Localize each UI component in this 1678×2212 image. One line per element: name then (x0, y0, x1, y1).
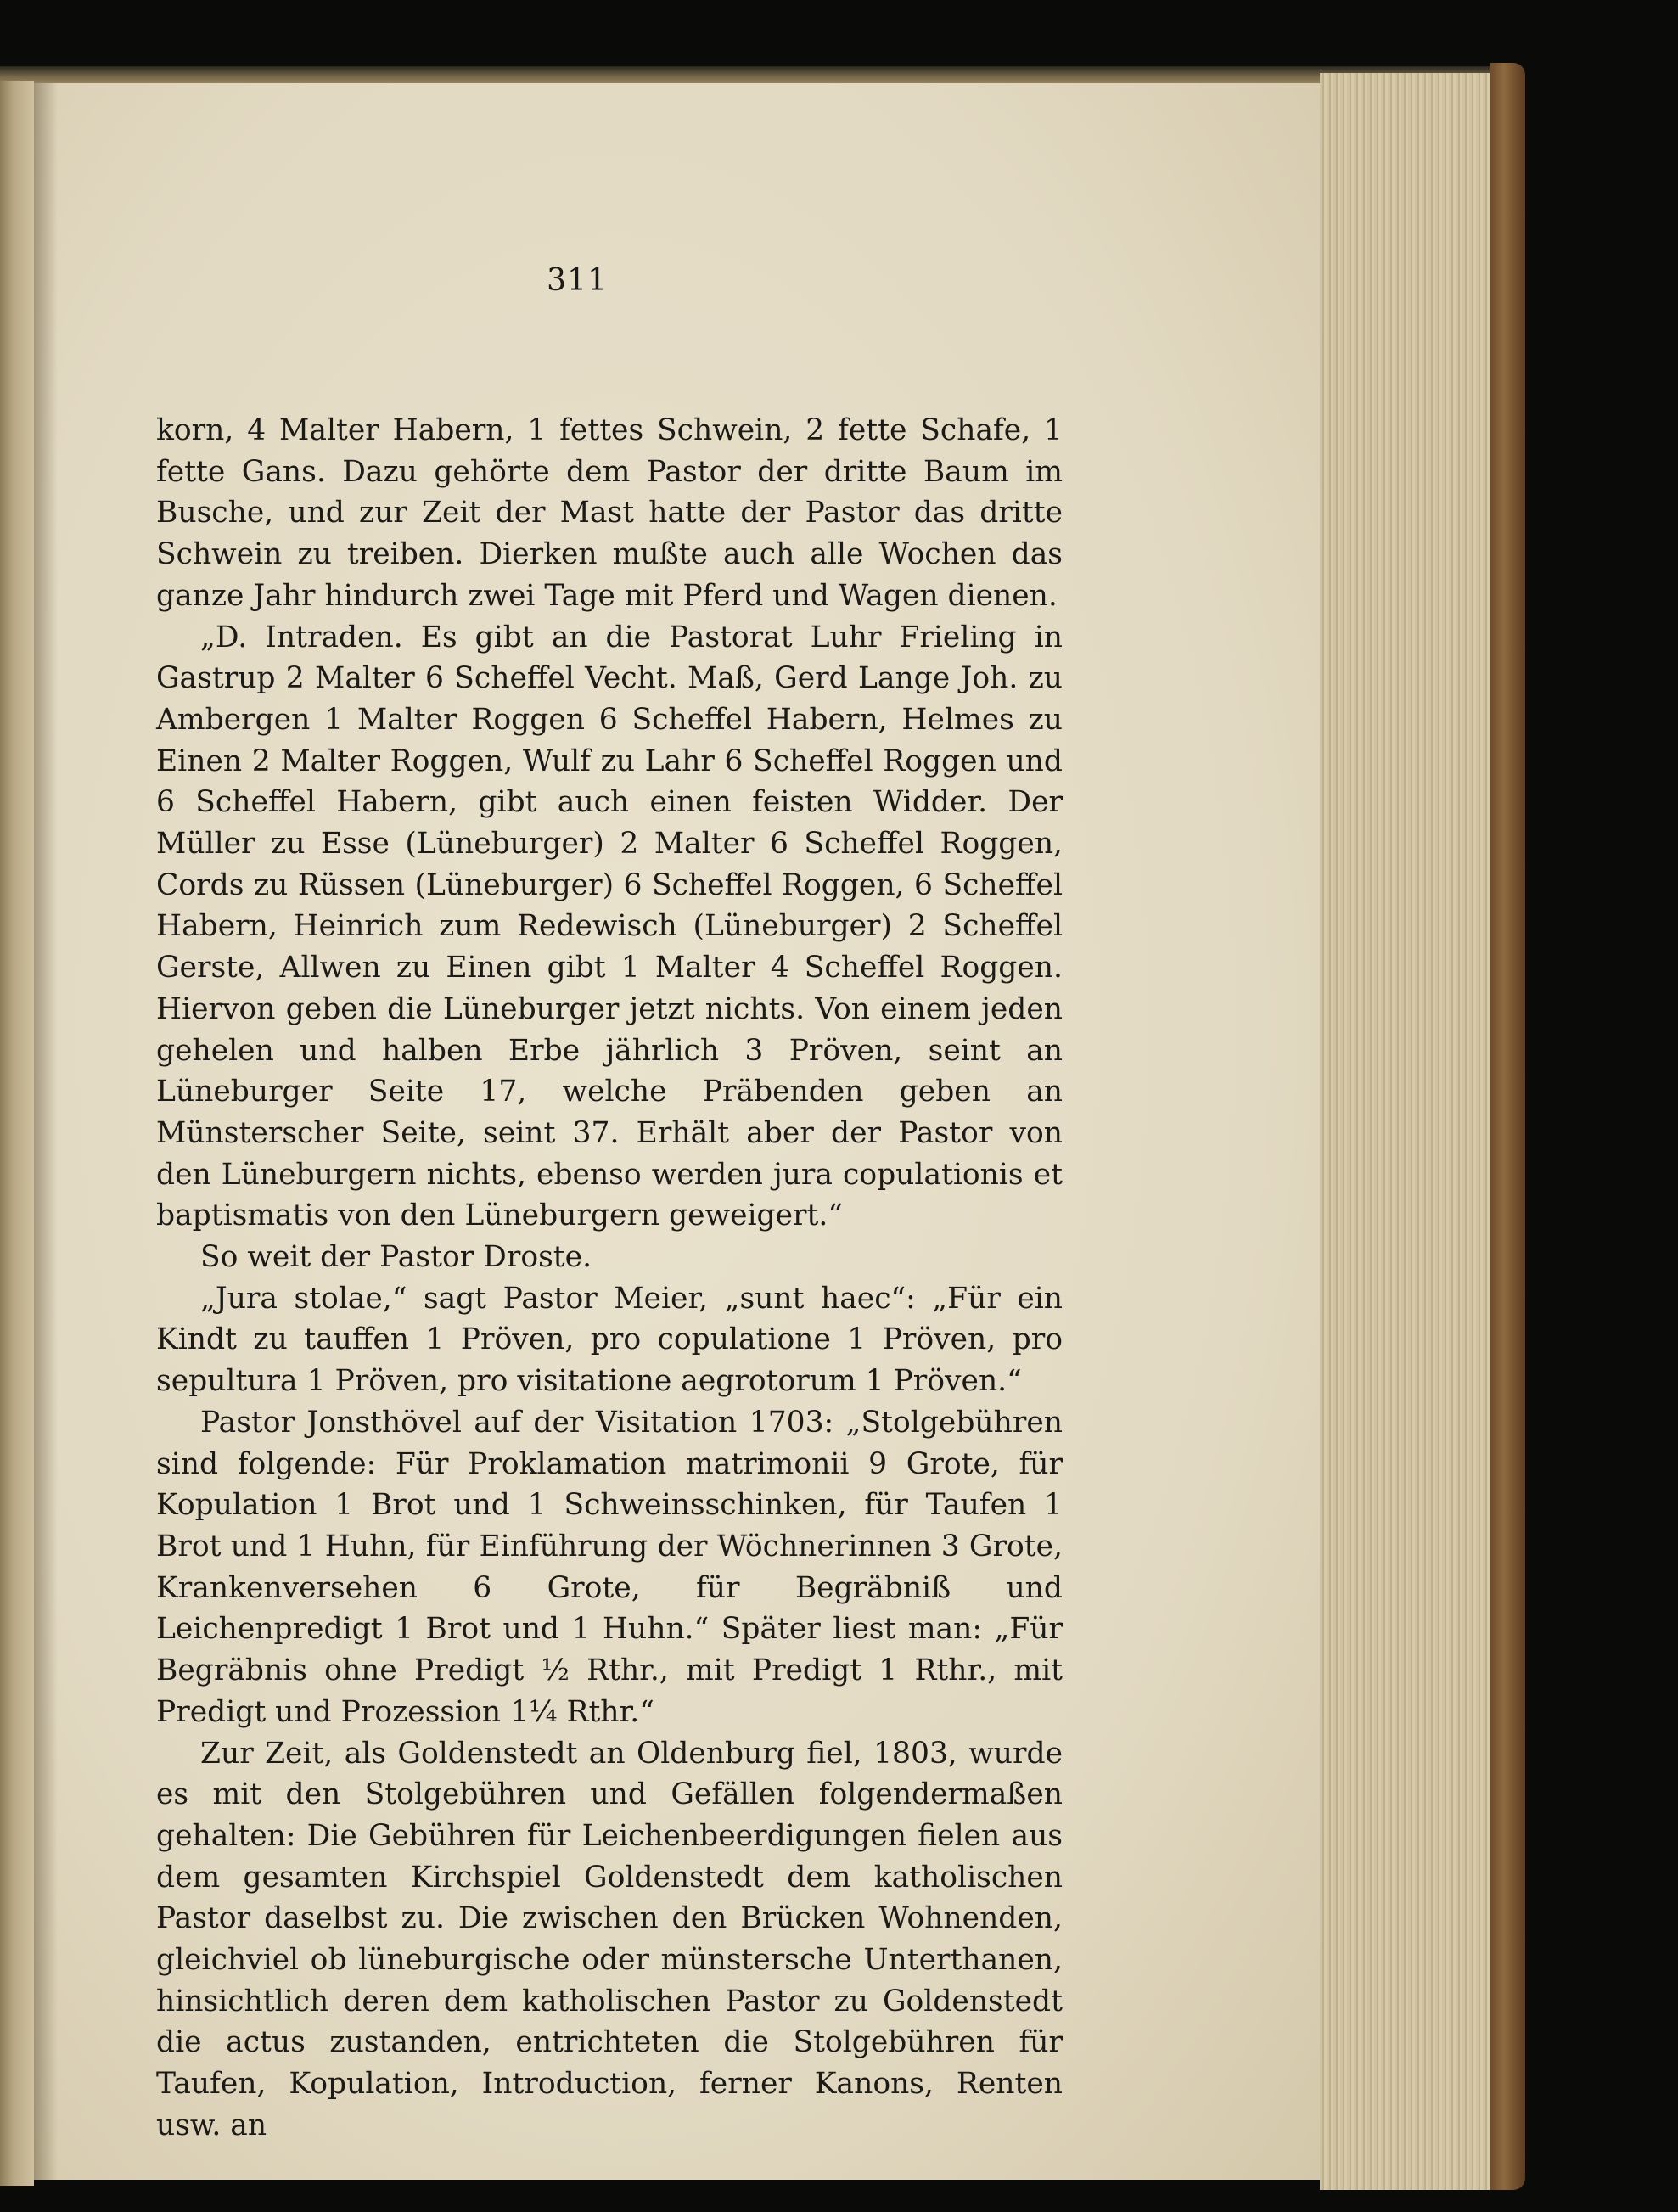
book-cover-edge (1490, 63, 1525, 2190)
paragraph-jura-stolae: „Jura stolae,“ sagt Pastor Meier, „sunt haec“: „Für ein Kindt zu tauffen 1 Pröven, pro copulatione 1 Pröven, pro sepultura 1 Pröven, pro visitatione aegrotorum 1 Pröven.“ (156, 1281, 1063, 1399)
paragraph-droste: So weit der Pastor Droste. (200, 1240, 592, 1275)
book-page (34, 83, 1320, 2180)
paragraph-visitation: Pastor Jonsthövel auf der Visitation 1703: „Stolgebühren sind folgende: Für Proklamation matrimonii 9 Grote, für Kopulation 1 Brot und 1 Schweinsschinken, für Taufen 1 Brot und 1 Huhn, für Einführung der Wöchnerinnen 3 Grote, Krankenversehen 6 Grote, für Begräbniß und Leichenpredigt 1 Brot und 1 Huhn.“ Später liest man: „Für Begräbnis ohne Predigt ½ Rthr., mit Predigt 1 Rthr., mit Predigt und Prozession 1¼ Rthr.“ (156, 1405, 1063, 1729)
paragraph-intraden: „D. Intraden. Es gibt an die Pastorat Luhr Frieling in Gastrup 2 Malter 6 Scheffel Vecht. Maß, Gerd Lange Joh. zu Ambergen 1 Malter Roggen 6 Scheffel Habern, Helmes zu Einen 2 Malter Roggen, Wulf zu Lahr 6 Scheffel Roggen und 6 Scheffel Habern, gibt auch einen feisten Widder. Der Müller zu Esse (Lüneburger) 2 Malter 6 Scheffel Roggen, Cords zu Rüssen (Lüneburger) 6 Scheffel Roggen, 6 Scheffel Habern, Heinrich zum Redewisch (Lüneburger) 2 Scheffel Gerste, Allwen zu Einen gibt 1 Malter 4 Scheffel Roggen. Hiervon geben die Lüneburger jetzt nichts. Von einem jeden gehelen und halben Erbe jährlich 3 Pröven, seint an Lüneburger Seite 17, welche Präbenden geben an Münsterscher Seite, seint 37. Erhält aber der Pastor von den Lüneburgern nichts, ebenso werden jura copulationis et baptismatis von den Lüneburgern geweigert.“ (156, 620, 1063, 1233)
page-content (34, 83, 1320, 2180)
paragraph-goldenstedt: Zur Zeit, als Goldenstedt an Oldenburg fiel, 1803, wurde es mit den Stolgebühren und Gefällen folgendermaßen gehalten: Die Gebühren für Leichenbeerdigungen fielen aus dem gesamten Kirchspiel Goldenstedt dem katholischen Pastor daselbst zu. Die zwischen den Brücken Wohnenden, gleichviel ob lüneburgische oder münstersche Unterthanen, hinsichtlich deren dem katholischen Pastor zu Goldenstedt die actus zustanden, entrichteten die Stolgebühren für Taufen, Kopulation, Introduction, ferner Kanons, Renten usw. an (156, 1736, 1063, 2142)
body-text (156, 410, 1063, 2147)
previous-page-edge (0, 81, 34, 2186)
page-edges-stack (1320, 73, 1492, 2190)
page-number: 311 (547, 263, 608, 298)
paragraph-continuation: korn, 4 Malter Habern, 1 fettes Schwein, 2 fette Schafe, 1 fette Gans. Dazu gehörte dem Pastor der dritte Baum im Busche, und zur Zeit der Mast hatte der Pastor das dritte Schwein zu treiben. Dierken mußte auch alle Wochen das ganze Jahr hindurch zwei Tage mit Pferd und Wagen dienen. (156, 413, 1063, 613)
